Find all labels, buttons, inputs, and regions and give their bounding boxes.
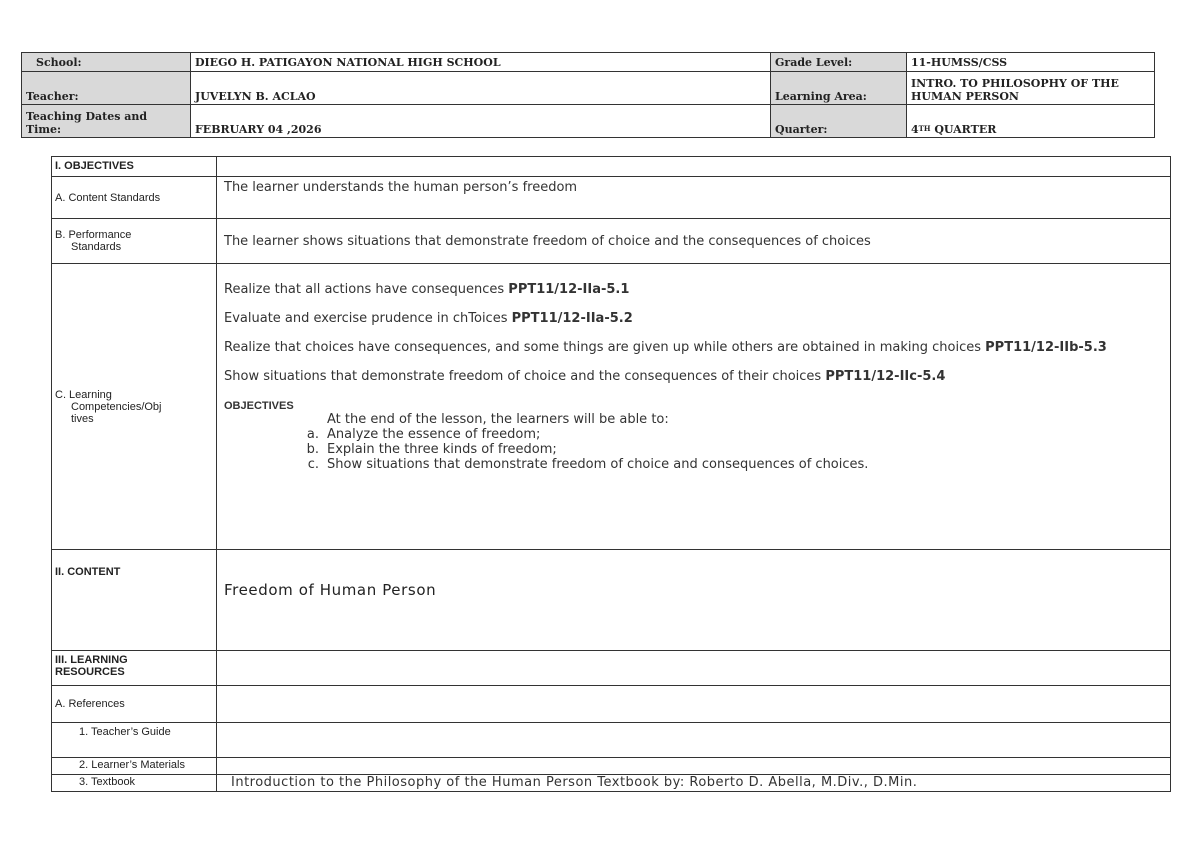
content-section-label: II. CONTENT xyxy=(52,550,217,651)
content-standards-value: The learner understands the human person’s freedom xyxy=(217,177,1171,219)
competency-item: Realize that choices have consequences, and some things are given up while others are obtained in making choices PPT11/12-IIb-5.3 xyxy=(224,340,1107,355)
performance-standards-label-line1: B. Performance xyxy=(55,229,132,241)
lesson-plan-table xyxy=(51,156,1171,792)
textbook-label: 3. Textbook xyxy=(52,775,217,792)
learning-competencies-label-line1: C. Learning xyxy=(55,388,112,401)
quarter-value xyxy=(907,105,1155,138)
objectives-section-empty xyxy=(217,157,1171,177)
learners-materials-label: 2. Learner’s Materials xyxy=(52,758,217,775)
quarter-number: 4 xyxy=(911,123,919,136)
quarter-text: QUARTER xyxy=(930,123,997,136)
learners-materials-empty xyxy=(217,758,1171,775)
references-label: A. References xyxy=(52,686,217,723)
learning-resources-empty xyxy=(217,651,1171,686)
learning-competencies-label xyxy=(52,264,217,550)
quarter-superscript: TH xyxy=(918,124,931,133)
header-info-table xyxy=(21,52,1155,138)
learning-area-label: Learning Area: xyxy=(771,72,907,105)
learning-area-value xyxy=(907,72,1155,105)
teaching-dates-value: FEBRUARY 04 ,2026 xyxy=(191,105,771,138)
references-empty xyxy=(217,686,1171,723)
grade-level-value: 11-HUMSS/CSS xyxy=(907,53,1155,72)
learning-area-line1: INTRO. TO PHILOSOPHY OF THE xyxy=(911,77,1119,90)
objectives-list xyxy=(224,427,1163,472)
learning-competencies-value xyxy=(217,264,1171,550)
learning-resources-label-line2: RESOURCES xyxy=(55,666,125,678)
learning-competencies-label-line2: Competencies/Obj xyxy=(71,400,162,413)
learning-competencies-label-line3: tives xyxy=(71,412,94,425)
performance-standards-label xyxy=(52,219,217,264)
teaching-dates-label-line2: Time: xyxy=(26,123,62,136)
textbook-value: Introduction to the Philosophy of the Human Person Textbook by: Roberto D. Abella, M.Div., D.Min. xyxy=(217,775,1171,792)
content-standards-label: A. Content Standards xyxy=(52,177,217,219)
competency-code: PPT11/12-IIb-5.3 xyxy=(985,340,1107,355)
school-value: DIEGO H. PATIGAYON NATIONAL HIGH SCHOOL xyxy=(191,53,771,72)
competency-item: Show situations that demonstrate freedom of choice and the consequences of their choices PPT11/12-IIc-5.4 xyxy=(224,369,946,384)
grade-level-label: Grade Level: xyxy=(771,53,907,72)
objectives-section-label: I. OBJECTIVES xyxy=(52,157,217,177)
teachers-guide-label: 1. Teacher’s Guide xyxy=(52,723,217,758)
school-label: School: xyxy=(22,53,191,72)
teaching-dates-label-line1: Teaching Dates and xyxy=(26,110,148,123)
competency-code: PPT11/12-IIa-5.1 xyxy=(508,282,630,297)
teacher-value: JUVELYN B. ACLAO xyxy=(191,72,771,105)
quarter-label: Quarter: xyxy=(771,105,907,138)
performance-standards-label-line2: Standards xyxy=(71,241,122,253)
performance-standards-value: The learner shows situations that demonstrate freedom of choice and the consequences of choices xyxy=(217,219,1171,264)
competency-item: Realize that all actions have consequences PPT11/12-IIa-5.1 xyxy=(224,282,630,297)
learning-resources-label-line1: III. LEARNING xyxy=(55,654,128,666)
competency-code: PPT11/12-IIc-5.4 xyxy=(825,369,946,384)
list-item: c. Show situations that demonstrate freedom of choice and consequences of choices. xyxy=(307,457,869,472)
teachers-guide-empty xyxy=(217,723,1171,758)
teacher-label: Teacher: xyxy=(22,72,191,105)
teaching-dates-label xyxy=(22,105,191,138)
objectives-heading: OBJECTIVES xyxy=(224,400,294,412)
list-item: a. Analyze the essence of freedom; xyxy=(306,427,541,442)
objectives-intro: At the end of the lesson, the learners will be able to: xyxy=(327,412,669,427)
learning-resources-label xyxy=(52,651,217,686)
content-title: Freedom of Human Person xyxy=(224,581,437,599)
content-section-value xyxy=(217,550,1171,651)
competency-code: PPT11/12-IIa-5.2 xyxy=(511,311,633,326)
competency-item: Evaluate and exercise prudence in chToices PPT11/12-IIa-5.2 xyxy=(224,311,633,326)
list-item: b. Explain the three kinds of freedom; xyxy=(306,442,557,457)
learning-area-line2: HUMAN PERSON xyxy=(911,90,1019,103)
